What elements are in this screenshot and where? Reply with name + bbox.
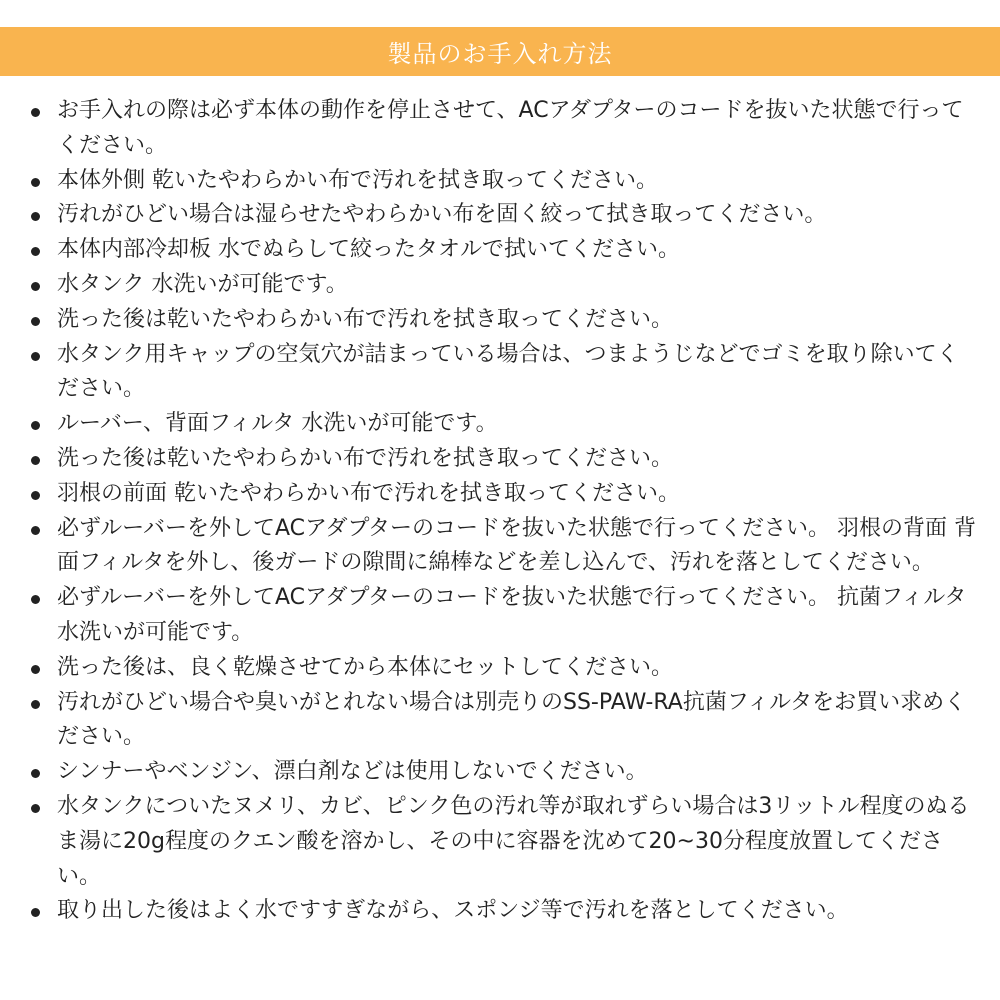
care-instructions-list	[0, 94, 1000, 929]
bullet-dot-icon	[31, 769, 40, 778]
header-bar	[0, 27, 1000, 76]
bullet-dot-icon	[31, 526, 40, 535]
list-item-text: 必ずルーバーを外してACアダプターのコードを抜いた状態で行ってください。 羽根の背面 背面フィルタを外し、後ガードの隙間に綿棒などを差し込んで、汚れを落としてください。	[57, 515, 976, 576]
bullet-dot-icon	[31, 108, 40, 117]
list-item	[0, 198, 1000, 233]
list-item-text: 取り出した後はよく水ですすぎながら、スポンジ等で汚れを落としてください。	[57, 898, 849, 924]
bullet-dot-icon	[31, 456, 40, 465]
bullet-dot-icon	[31, 804, 40, 813]
list-item-text: 羽根の前面 乾いたやわらかい布で汚れを拭き取ってください。	[57, 480, 680, 506]
list-item	[0, 651, 1000, 686]
list-item-text: 本体内部冷却板 水でぬらして絞ったタオルで拭いてください。	[57, 237, 680, 263]
bullet-dot-icon	[31, 247, 40, 256]
list-item	[0, 407, 1000, 442]
list-item-text: 汚れがひどい場合は湿らせたやわらかい布を固く絞って拭き取ってください。	[57, 202, 827, 228]
list-item-text: ルーバー、背面フィルタ 水洗いが可能です。	[57, 411, 498, 437]
bullet-dot-icon	[31, 700, 40, 709]
bullet-dot-icon	[31, 212, 40, 221]
list-item	[0, 268, 1000, 303]
list-item-text: 汚れがひどい場合や臭いがとれない場合は別売りのSS-PAW-RA抗菌フィルタをお買い求めください。	[57, 689, 967, 750]
list-item	[0, 303, 1000, 338]
list-item-text: 洗った後は乾いたやわらかい布で汚れを拭き取ってください。	[57, 445, 674, 471]
list-item	[0, 581, 1000, 651]
bullet-dot-icon	[31, 352, 40, 361]
list-item-text: 水タンクについたヌメリ、カビ、ピンク色の汚れ等が取れずらい場合は3リットル程度のぬるま湯に20g程度のクエン酸を溶かし、その中に容器を沈めて20~30分程度放置してください。	[57, 793, 970, 889]
list-item	[0, 790, 1000, 894]
list-item	[0, 755, 1000, 790]
list-item	[0, 338, 1000, 408]
list-item	[0, 233, 1000, 268]
list-item-text: 水タンク 水洗いが可能です。	[57, 271, 348, 297]
page-title: 製品のお手入れ方法	[387, 40, 613, 68]
list-item	[0, 894, 1000, 929]
list-item-text: 本体外側 乾いたやわらかい布で汚れを拭き取ってください。	[57, 167, 658, 193]
list-item	[0, 686, 1000, 756]
bullet-dot-icon	[31, 491, 40, 500]
bullet-dot-icon	[31, 282, 40, 291]
list-item-text: 洗った後は、良く乾燥させてから本体にセットしてください。	[57, 654, 674, 680]
bullet-dot-icon	[31, 665, 40, 674]
list-item	[0, 164, 1000, 199]
list-item-text: シンナーやベンジン、漂白剤などは使用しないでください。	[57, 759, 648, 785]
bullet-dot-icon	[31, 317, 40, 326]
bullet-dot-icon	[31, 908, 40, 917]
list-item	[0, 477, 1000, 512]
list-item-text: 水タンク用キャップの空気穴が詰まっている場合は、つまようじなどでゴミを取り除いてください。	[57, 341, 959, 402]
bullet-dot-icon	[31, 421, 40, 430]
list-item	[0, 512, 1000, 582]
bullet-dot-icon	[31, 595, 40, 604]
bullet-dot-icon	[31, 178, 40, 187]
list-item-text: 洗った後は乾いたやわらかい布で汚れを拭き取ってください。	[57, 306, 674, 332]
list-item-text: 必ずルーバーを外してACアダプターのコードを抜いた状態で行ってください。 抗菌フィルタ 水洗いが可能です。	[57, 585, 967, 645]
list-item	[0, 442, 1000, 477]
list-item	[0, 94, 1000, 164]
list-item-text: お手入れの際は必ず本体の動作を停止させて、ACアダプターのコードを抜いた状態で行ってください。	[57, 98, 964, 158]
